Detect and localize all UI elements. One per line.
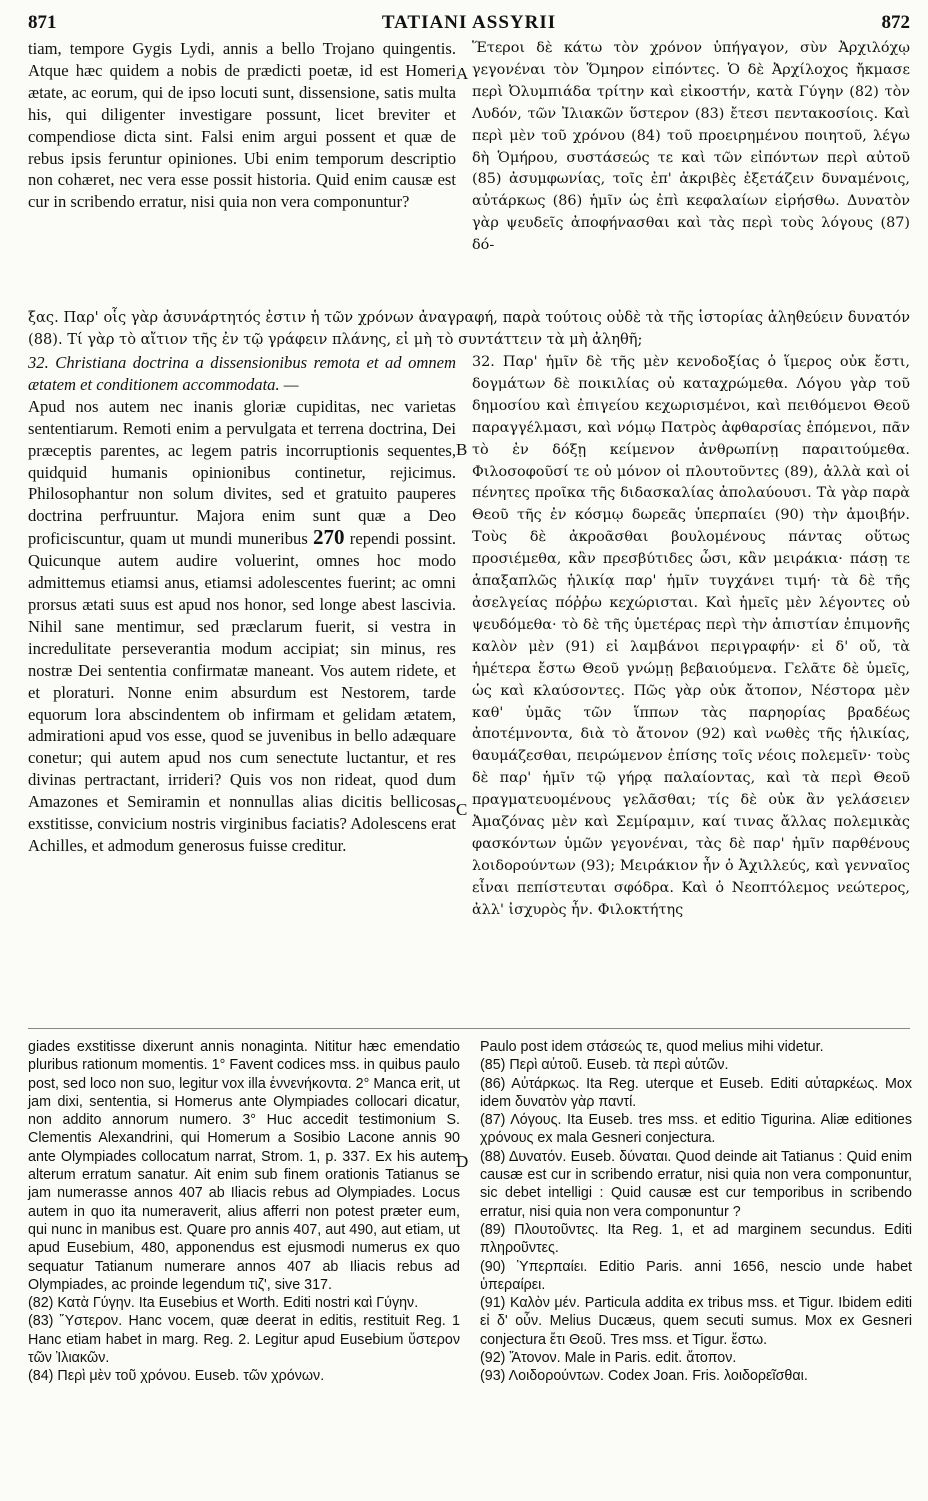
footnote-91: (91) Καλὸν μέν. Particula addita ex tribus mss. et Tigur. Ibidem editi εἰ δ' οὖν. Melius Ducæus, quem secuti sumus. Mox ex Gesneri conjectura ἔτι Θεοῦ. Tres mss. et Tigur. ἔστω. <box>480 1295 912 1348</box>
footnote-83: (83) Ὕστερον. Hanc vocem, quæ deerat in editis, restituit Reg. 1 Hanc etiam habet in marg. Reg. 2. Legitur apud Eusebium ὕστερον τῶν Ἰλιακῶν. <box>28 1313 460 1367</box>
footnote-93: (93) Λοιδορούντων. Codex Joan. Fris. λοιδορεῖσθαι. <box>480 1368 808 1385</box>
margin-letter-c: C <box>456 800 468 819</box>
page-number-right: 872 <box>881 12 910 33</box>
footnote-continuation: giades exstitisse dixerunt annis nonaginta. Nititur hæc emendatio pluribus rationum momentis. 1° Favent codices mss. in quibus paulo post, sed loco non suo, legitur vox illa ἐννενήκοντα. 2° Manca erit, ut jam dixi, sententia, si Homerus ante Olympiades collocari dicatur, non addito annorum numero. 3° Huc accedit testimonium S. Clementis Alexandrini, qui Homerum a Sosibio Lacone annis 90 ante Olympiades collocatum narrat, Strom. 1, p. 337. Ex his autem alterum erratum sanatur. Ait enim sub finem orationis Tatianus se jam numerasse annos 407 ab Iliacis rebus ad Olympiades. Locus autem in quo ita numeraverit, alius afferri non potest præter eum, qui nunc in manibus est. Quare pro annis 407, aut 490, aut etiam, ut apud Eusebium, 480, apponendus est ejusmodi numerus ex quo sequatur Tatianum numerare annos 407 ab Iliacis rebus ad Olympiades, ac proinde legendum τιζ', sive 317. <box>28 1039 460 1293</box>
footnote-87: (87) Λόγους. Ita Euseb. tres mss. et editio Tigurina. Aliæ editiones χρόνους ex mala Gesneri conjectura. <box>480 1112 912 1147</box>
footnotes-right <box>480 1038 912 1386</box>
page-number-left: 871 <box>28 12 57 33</box>
greek-spanning-paragraph: ξας. Παρ' οἷς γὰρ ἀσυνάρτητός ἐστιν ἡ τῶν χρόνων ἀναγραφή, παρὰ τούτοις οὐδὲ τὰ τῆς ἱστορίας ἀληθεύειν δυνατόν (88). Τί γὰρ τὸ αἴτιον τῆς ἐν τῷ γράφειν πλάνης, εἰ μὴ τὸ συντάττειν τὰ μὴ ἀληθῆ; <box>28 309 910 348</box>
footnote-separator <box>28 1028 910 1029</box>
footnotes-left <box>28 1038 460 1386</box>
footnote-84: (84) Περὶ μὲν τοῦ χρόνου. Euseb. τῶν χρόνων. <box>28 1368 325 1385</box>
column-number: 270 <box>313 525 345 550</box>
greek-paragraph: Ἕτεροι δὲ κάτω τὸν χρόνον ὑπήγαγον, σὺν Ἀρχιλόχῳ γεγονέναι τὸν Ὅμηρον εἰπόντες. Ὁ δὲ Ἀρχίλοχος ἤκμασε περὶ Ὀλυμπιάδα τρίτην καὶ εἰκοστήν, κατὰ Γύγην (82) τὸν Λυδόν, τῶν Ἰλιακῶν ὕστερον (83) ἔτεσι πεντακοσίοις. Καὶ περὶ μὲν τοῦ χρόνου (84) τοῦ προειρημένου ποιητοῦ, λέγω δὴ Ὁμήρου, συστάσεώς τε καὶ τῶν εἰπόντων περὶ αὐτοῦ (85) ἀσυμφωνίας, τοῖς ἐπ' ἀκριβὲς ἐξετάζειν δυναμένοις, αὐτάρκως (86) ἡμῖν ὡς ἐπὶ κεφαλαίων εἰρήσθω. Δυνατὸν γὰρ ψευδεῖς ἀποφήνασθαι καὶ τὰς περὶ τοὺς λόγους (87) δό- <box>472 40 910 254</box>
greek-spanning-line <box>28 307 910 351</box>
running-header <box>28 8 910 38</box>
footnote-88: (88) Δυνατόν. Euseb. δύναται. Quod deinde ait Tatianus : Quid enim causæ est cur in scribendo erratur, nisi quia non vera componuntur, sic debet intelligi : Quid causæ est cur temporibus in scribendo erratur, nisi quia non vera componuntur ? <box>480 1148 912 1220</box>
latin-chapter-text-1: Apud nos autem nec inanis gloriæ cupiditas, nec varietas sententiarum. Remoti enim a pervulgata et terrena doctrina, Dei præceptis parentes, ac legem patris incorruptionis sequentes, quidquid humanis opinionibus continetur, rejicimus. Philosophantur non solum divites, sed et gratuito pauperes doctrina perfruuntur. Majora enim sunt quæ a Deo proficiscuntur, quam ut mundi muneribus <box>28 396 456 549</box>
footnote-continuation-right: Paulo post idem στάσεώς τε, quod melius mihi videtur. <box>480 1039 824 1055</box>
margin-letter-a: A <box>456 64 469 83</box>
latin-column-top <box>28 38 456 213</box>
running-title: TATIANI ASSYRII <box>381 12 557 33</box>
footnote-92: (92) Ἄτονον. Male in Paris. edit. ἄτοπον. <box>480 1350 737 1367</box>
chapter-title: 32. Christiana doctrina a dissensionibus remota et ad omnem ætatem et conditionem accommodata. — <box>28 353 456 394</box>
margin-letter-b: B <box>456 440 468 459</box>
footnote-90: (90) Ὑπερπαίει. Editio Paris. anni 1656, nescio unde habet ὑπεραίρει. <box>480 1258 912 1293</box>
footnote-89: (89) Πλουτοῦντες. Ita Reg. 1, et ad marginem secundus. Editi πληροῦντες. <box>480 1221 912 1257</box>
greek-column-top <box>472 38 910 257</box>
footnote-86: (86) Αὐτάρκως. Ita Reg. uterque et Euseb. Editi αὐταρκέως. Mox idem δυνατὸν γὰρ παντί. <box>480 1075 912 1110</box>
latin-chapter-text <box>28 396 456 857</box>
greek-chapter-text: 32. Παρ' ἡμῖν δὲ τῆς μὲν κενοδοξίας ὁ ἵμερος οὐκ ἔστι, δογμάτων δὲ ποικιλίας οὐ καταχρώμεθα. Λόγου γὰρ τοῦ δημοσίου καὶ ἐπιγείου κεχωρισμένοι, καὶ πειθόμενοι Θεοῦ παραγγέλμασι, καὶ νόμῳ Πατρὸς ἀφθαρσίας ἑπόμενοι, πᾶν τὸ ἐν δόξῃ κείμενον ἀνθρωπίνῃ παραιτούμεθα. Φιλοσοφοῦσί τε οὐ μόνον οἱ πλουτοῦντες (89), ἀλλὰ καὶ οἱ πένητες προῖκα τῆς διδασκαλίας ἀπολαύουσι. Τὰ γὰρ παρὰ Θεοῦ τῆς ἐν κόσμῳ δωρεᾶς ὑπερπαίει (90) τὴν ἀμοιβήν. Τοὺς δὲ ἀκροᾶσθαι βουλομένους πάντας οὕτως προσιέμεθα, κἂν πρεσβύτιδες ὦσι, κἂν μειράκια· πάσῃ τε ἁπαξαπλῶς ἡλικίᾳ παρ' ἡμῖν τυγχάνει τιμή· τὰ δὲ τῆς ἀσελγείας πόῤῥω κεχώρισται. Καὶ ἡμεῖς μὲν λέγοντες οὐ ψευδόμεθα· τὸ δὲ τῆς ὑμετέρας περὶ τὴν ἀπιστίαν ἐπιμονῆς καλὸν μὲν (91) εἰ λαμβάνοι περιγραφήν· εἰ δ' οὔ, τὰ ἡμέτερα ἔστω Θεοῦ γνώμῃ βεβαιούμενα. Γελᾶτε δὲ ὑμεῖς, ὡς καὶ κλαύσοντες. Πῶς γὰρ οὐκ ἄτοπον, Νέστορα μὲν καθ' ὑμᾶς τῶν ἵππων τὰς παρηορίας βραδέως ἀποτέμνοντα, διὰ τὸ ἄτονον (92) καὶ νωθὲς τῆς ἡλικίας, θαυμάζεσθαι, πειρώμενον ἐπίσης τοῖς νέοις πολεμεῖν· τοὺς δὲ παρ' ἡμῖν τῷ γήρᾳ παλαίοντας, καὶ τὰ περὶ Θεοῦ πραγματευομένους γελᾶσθαι; τίς δὲ οὐκ ἂν γελάσειεν Ἀμαζόνας μὲν καὶ Σεμίραμιν, καί τινας ἄλλας πολεμικὰς φασκόντων ὑμῶν γεγονέναι, τὰς δὲ παρ' ἡμῖν παρθένους λοιδορούντων (93); Μειράκιον ἦν ὁ Ἀχιλλεύς, καὶ γενναῖος εἶναι πεπίστευται σφόδρα. Καὶ ὁ Νεοπτόλεμος νεώτερος, ἀλλ' ἰσχυρὸς ἦν. Φιλοκτήτης <box>472 354 910 918</box>
greek-column-chapter <box>472 352 910 922</box>
margin-letter-d: D <box>456 1152 469 1171</box>
footnote-82: (82) Κατὰ Γύγην. Ita Eusebius et Worth. Editi nostri καὶ Γύγην. <box>28 1295 419 1312</box>
footnote-85: (85) Περὶ αὐτοῦ. Euseb. τὰ περὶ αὐτῶν. <box>480 1057 729 1074</box>
latin-chapter-text-2: rependi possint. Quicunque autem audire voluerint, omnes hoc modo admittemus etiamsi anus, etiamsi adolescentes fuerint; ac omni prorsus ætati suus est apud nos honor, sed longe abest lascivia. Nihil sane mentimur, sed præclarum fuerit, si vestra in incredulitate perseverantia modum accipiat; sin minus, res nostræ Dei sententia confirmatæ maneant. Vos autem ridete, et et ploraturi. Nonne enim absurdum est Nestorem, tarde equorum lora abscindentem ob infirmam et gelidam ætatem, admirationi apud vos esse, quod se juvenibus in bello adæquare conetur; qui autem apud nos cum senectute luctantur, et res divinas pertractant, irrideri? Quis vos non rideat, quod dum Amazones et Semiramin et nonnullas alias dicitis bellicosas exstitisse, convicium nostris virginibus faciatis? Adolescens erat Achilles, et admodum generosus fuisse creditur. <box>28 529 456 855</box>
latin-column-chapter <box>28 352 456 857</box>
latin-paragraph: tiam, tempore Gygis Lydi, annis a bello Trojano quingentis. Atque hæc quidem a nobis de prædicti poetæ, id est Homeri ætate, ac eorum, qui de ipso locuti sunt, dissensione, satis multa his, qui diligenter investigare possunt, licet breviter et compendiose dicta sint. Falsi enim argui possent et quæ de rebus ipsis feruntur opiniones. Ubi enim temporum descriptio non cohæret, nec vera esse possit historia. Quid enim causæ est cur in scribendo erratur, nisi quia non vera componuntur? <box>28 39 456 212</box>
